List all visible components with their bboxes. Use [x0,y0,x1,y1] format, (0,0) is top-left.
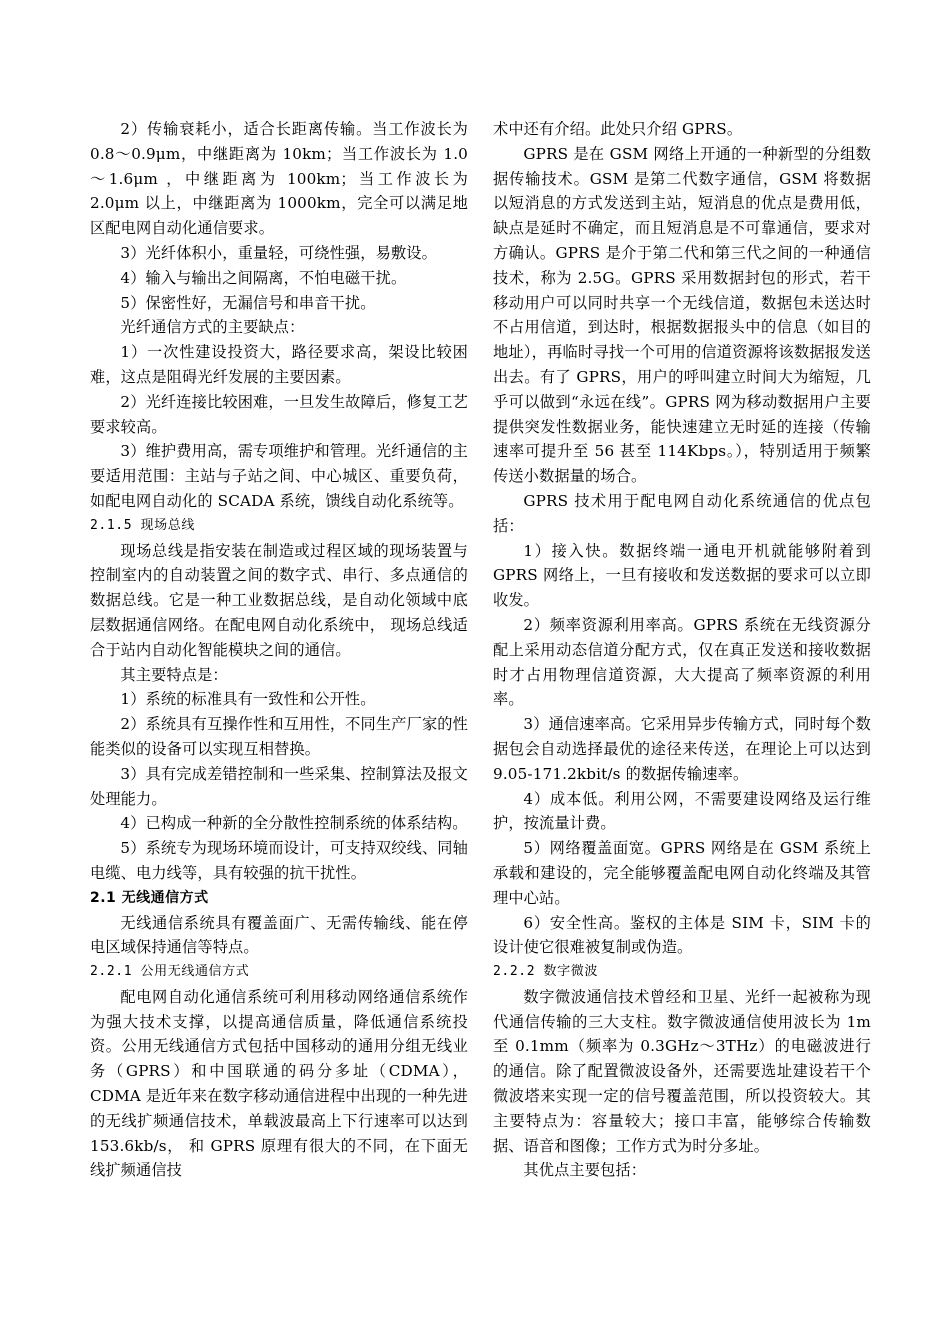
paragraph: 4）已构成一种新的全分散性控制系统的体系结构。 [120,814,468,833]
paragraph-continuation: 术中还有介绍。此处只介绍 GPRS。 [493,120,743,138]
paragraph: 5）网络覆盖面宽。GPRS 网络是在 GSM 系统上承载和建设的，完全能够覆盖配电网自动化终端及其管理中心站。 [493,839,871,907]
right-column [493,117,871,1183]
paragraph: 无线通信系统具有覆盖面广、无需传输线、能在停电区域保持通信等特点。 [90,913,468,957]
paragraph: 2）光纤连接比较困难，一旦发生故障后，修复工艺要求较高。 [90,392,468,436]
paragraph: 3）维护费用高，需专项维护和管理。光纤通信的主要适用范围：主站与子站之间、中心城区、重要负荷，如配电网自动化的 SCADA 系统，馈线自动化系统等。 [90,442,468,510]
paragraph: 现场总线是指安装在制造或过程区域的现场装置与控制室内的自动装置之间的数字式、串行、多点通信的数据总线。它是一种工业数据总线，是自动化领域中底层数据通信网络。在配电网自动化系统中， 现场总线适合于站内自动化智能模块之间的通信。 [90,541,468,659]
paragraph: 1）一次性建设投资大，路径要求高，架设比较困难，这点是阻碍光纤发展的主要因素。 [90,343,468,386]
paragraph: 5）系统专为现场环境而设计，可支持双绞线、同轴电缆、电力线等，具有较强的抗干扰性。 [90,839,468,882]
paragraph: GPRS 技术用于配电网自动化系统通信的优点包括： [493,491,871,535]
paragraph: 数字微波通信技术曾经和卫星、光纤一起被称为现代通信传输的三大支柱。数字微波通信使用波长为 1m 至 0.1mm（频率为 0.3GHz～3THz）的电磁波进行的通信。除了配置微波设备外，还需要选址建设若干个微波塔来实现一定的信号覆盖范围，所以投资较大。其主要特点为：容量较大；接口丰富，能够综合传输数据、语音和图像；工作方式为时分多址。 [493,987,871,1155]
section-heading: 2.1 无线通信方式 [90,889,209,906]
paragraph: 其优点主要包括： [523,1161,647,1180]
left-column [90,117,468,1183]
paragraph: 4）输入与输出之间隔离，不怕电磁干扰。 [120,268,407,287]
paragraph: 5）保密性好，无漏信号和串音干扰。 [120,293,376,312]
paragraph: 2）传输衰耗小，适合长距离传输。当工作波长为 0.8～0.9μm，中继距离为 10km；当工作波长为 1.0～1.6μm ，中继距离为 100km；当工作波长为 2.0μm 以上，中继距离为 1000km，完全可以满足地区配电网自动化通信要求。 [90,120,468,238]
paragraph: GPRS 是在 GSM 网络上开通的一种新型的分组数据传输技术。GSM 是第二代数字通信，GSM 将数据以短消息的方式发送到主站，短消息的优点是费用低，缺点是延时不确定，而且短消息是不可靠通信，要求对方确认。GPRS 是介于第二代和第三代之间的一种通信技术，称为 2.5G。GPRS 采用数据封包的形式，若干移动用户可以同时共享一个无线信道，数据包未送达时不占用信道，到达时，根据数据报头中的信息（如目的地址），再临时寻找一个可用的信道资源将该数据报发送出去。有了 GPRS，用户的呼叫建立时间大为缩短，几乎可以做到“永远在线”。GPRS 网为移动数据用户主要提供突发性数据业务，能快速建立无时延的连接（传输速率可提升至 56 甚至 114Kbps。），特别适用于频繁传送小数据量的场合。 [493,144,871,486]
paragraph: 其主要特点是： [120,665,228,684]
paragraph: 配电网自动化通信系统可利用移动网络通信系统作为强大技术支撑，以提高通信质量，降低通信系统投资。公用无线通信方式包括中国移动的通用分组无线业务（GPRS）和中国联通的码分多址（CDMA），CDMA 是近年来在数字移动通信进程中出现的一种先进的无线扩频通信技术，单载波最高上下行速率可以达到 153.6kb/s， 和 GPRS 原理有很大的不同，在下面无线扩频通信技 [90,987,468,1180]
section-heading: 2.1.5 现场总线 [90,517,195,533]
paragraph: 2）系统具有互操作性和互用性，不同生产厂家的性能类似的设备可以实现互相替换。 [90,715,468,758]
paragraph: 3）通信速率高。它采用异步传输方式，同时每个数据包会自动选择最优的途径来传送，在理论上可以达到 9.05-171.2kbit/s 的数据传输速率。 [493,715,871,783]
section-heading: 2.2.2 数字微波 [493,964,598,980]
paragraph: 4）成本低。利用公网，不需要建设网络及运行维护，按流量计费。 [493,789,871,833]
paragraph: 3）光纤体积小，重量轻，可绕性强，易敷设。 [120,243,437,262]
paragraph: 2）频率资源利用率高。GPRS 系统在无线资源分配上采用动态信道分配方式，仅在真正发送和接收数据时才占用物理信道资源，大大提高了频率资源的利用率。 [493,615,871,709]
paragraph: 光纤通信方式的主要缺点： [120,318,305,337]
paragraph: 3）具有完成差错控制和一些采集、控制算法及报文处理能力。 [90,764,468,808]
paragraph: 6）安全性高。鉴权的主体是 SIM 卡，SIM 卡的设计使它很难被复制或伪造。 [493,913,871,957]
paragraph: 1）系统的标准具有一致性和公开性。 [120,690,376,709]
paragraph: 1）接入快。数据终端一通电开机就能够附着到 GPRS 网络上，一旦有接收和发送数据的要求可以立即收发。 [493,541,871,610]
section-heading: 2.2.1 公用无线通信方式 [90,964,250,980]
